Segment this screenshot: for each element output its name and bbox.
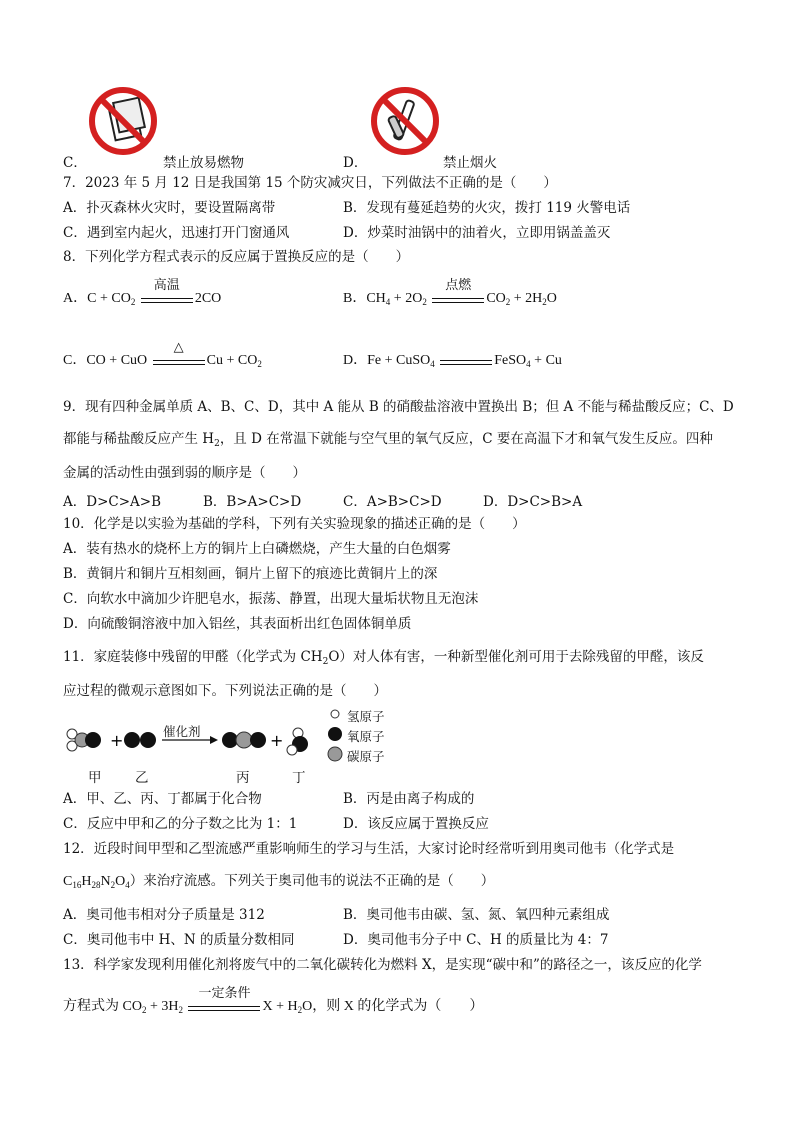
q8-a-condition: 高温: [153, 277, 180, 292]
q12-option-b: B．奥司他韦由碳、氢、氮、氧四种元素组成: [343, 907, 610, 923]
q8-option-c: C．CO + CuO △ $Cu + CO_2$: [63, 339, 262, 370]
no-flammables-sign-icon: [88, 86, 158, 156]
q10-option-b: B．黄铜片和铜片互相刻画，铜片上留下的痕迹比黄铜片上的深: [63, 566, 438, 582]
q12-option-a: A．奥司他韦相对分子质量是 312: [63, 907, 265, 923]
legend-carbon: 碳原子: [347, 749, 385, 764]
q7-stem: 7．2023 年 5 月 12 日是我国第 15 个防灾减灾日，下列做法不正确的是（ ）: [63, 175, 557, 191]
q12-line-2: $C_{16}H_{28}N_2O_4$）来治疗流感。下列关于奥司他韦的说法不正确的是（ ）: [63, 873, 495, 890]
q9-option-a: A．D>C>A>B: [63, 494, 162, 510]
q11-line-2: 应过程的微观示意图如下。下列说法正确的是（ ）: [63, 683, 387, 699]
q8-stem: 8．下列化学方程式表示的反应属于置换反应的是（ ）: [63, 249, 410, 265]
q12-option-d: D．奥司他韦分子中 C、H 的质量比为 4：7: [343, 932, 609, 948]
label-ding: 丁: [292, 770, 306, 786]
q9-option-c: C．A>B>C>D: [343, 494, 442, 510]
no-smoking-sign-icon: [370, 86, 440, 156]
q11-option-b: B．丙是由离子构成的: [343, 791, 475, 807]
q7-option-d: D．炒菜时油锅中的油着火，立即用锅盖盖灭: [343, 225, 611, 241]
q10-stem: 10．化学是以实验为基础的学科，下列有关实验现象的描述正确的是（ ）: [63, 516, 526, 532]
q6-option-d-letter: D．: [343, 155, 368, 171]
q12-line-1: 12．近段时间甲型和乙型流感严重影响师生的学习与生活，大家讨论时经常听到用奥司他韦（化学式是: [63, 841, 675, 857]
svg-text:+: +: [270, 731, 284, 750]
q9-line-1: 9．现有四种金属单质 A、B、C、D，其中 A 能从 B 的硝酸盐溶液中置换出 B；但 A 不能与稀盐酸反应；C、D: [63, 399, 734, 415]
q7-option-a: A．扑灭森林火灾时，要设置隔离带: [63, 200, 276, 216]
q11-option-c: C．反应中甲和乙的分子数之比为 1：1: [63, 816, 298, 832]
molecule-ding: [287, 728, 308, 755]
q8-b-condition: 点燃: [445, 277, 472, 292]
molecule-jia: [67, 729, 101, 751]
q6-option-c-letter: C．: [63, 155, 87, 171]
q6-option-c-caption: 禁止放易燃物: [163, 155, 244, 171]
q6-option-d-caption: 禁止烟火: [443, 155, 497, 171]
q9-option-b: B．B>A>C>D: [203, 494, 302, 510]
q10-option-d: D．向硫酸铜溶液中加入铝丝，其表面析出红色固体铜单质: [63, 616, 412, 632]
q10-option-a: A．装有热水的烧杯上方的铜片上白磷燃烧，产生大量的白色烟雾: [63, 541, 451, 557]
q8-option-b: B．$CH_4 + 2O_2$ 点燃 $CO_2 + 2H_2O$: [343, 277, 557, 308]
catalyst-label: 催化剂: [163, 724, 201, 739]
q8-c-condition: △: [173, 339, 184, 354]
molecule-yi: [124, 732, 156, 748]
label-yi: 乙: [135, 770, 149, 786]
q8-option-d: D．Fe + CuSO$_4$ FeSO$_4$ + Cu: [343, 353, 562, 370]
q10-option-c: C．向软水中滴加少许肥皂水，振荡、静置，出现大量垢状物且无泡沫: [63, 591, 479, 607]
q9-line-3: 金属的活动性由强到弱的顺序是（ ）: [63, 465, 306, 481]
q13-condition: 一定条件: [198, 985, 251, 1000]
q11-line-1: 11．家庭装修中残留的甲醛（化学式为 $CH_2O$）对人体有害，一种新型催化剂可用于去除残留的甲醛，该反: [63, 649, 704, 667]
q7-option-c: C．遇到室内起火，迅速打开门窗通风: [63, 225, 290, 241]
legend-hydrogen: 氢原子: [347, 709, 385, 724]
q7-option-b: B．发现有蔓延趋势的火灾，拨打 119 火警电话: [343, 200, 631, 216]
q13-line-2: 方程式为 $CO_2 + 3H_2$ 一定条件 $X + H_2O$，则 X 的化学式为（ ）: [63, 985, 484, 1016]
legend-oxygen: 氧原子: [347, 729, 385, 744]
molecule-bing: [222, 732, 266, 748]
q9-line-2: 都能与稀盐酸反应产生 $H_2$，且 D 在常温下就能与空气里的氧气反应，C 要在高温下才和氧气发生反应。四种: [63, 431, 713, 449]
q12-option-c: C．奥司他韦中 H、N 的质量分数相同: [63, 932, 295, 948]
q13-line-1: 13．科学家发现利用催化剂将废气中的二氧化碳转化为燃料 X，是实现“碳中和”的路径之一，该反应的化学: [63, 957, 702, 973]
q8-option-a: A．$C + CO_2$ 高温 2CO: [63, 277, 222, 308]
q11-option-d: D．该反应属于置换反应: [343, 816, 489, 832]
q9-option-d: D．D>C>B>A: [483, 494, 583, 510]
label-jia: 甲: [88, 770, 102, 786]
svg-text:+: +: [110, 731, 124, 750]
q11-option-a: A．甲、乙、丙、丁都属于化合物: [63, 791, 262, 807]
label-bing: 丙: [236, 770, 250, 786]
